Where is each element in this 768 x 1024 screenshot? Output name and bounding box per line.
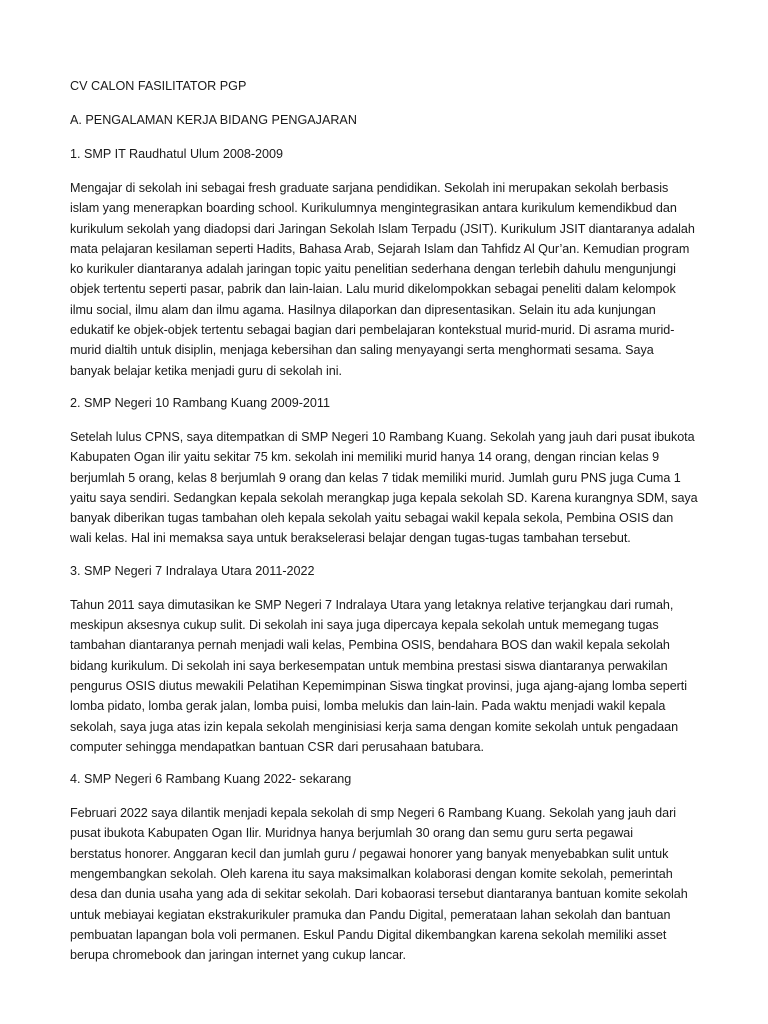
experience-entry	[70, 769, 694, 965]
document-page	[70, 76, 698, 978]
paragraph-line: bidang kurikulum. Di sekolah ini saya berkesempatan untuk membina prestasi siswa diantaranya perwakilan	[70, 658, 668, 673]
paragraph-line: ko kurikuler diantaranya adalah jaringan topic yaitu penelitian sederhana dengan terlebih dahulu mengunjungi	[70, 262, 676, 277]
paragraph-line: islam yang menerapkan boarding school. Kurikulumnya mengintegrasikan antara kurikulum kemendikbud dan	[70, 201, 677, 216]
paragraph-line: Kabupaten Ogan ilir yaitu sekitar 75 km. sekolah ini memiliki murid hanya 14 orang, dengan rincian kelas 9	[70, 450, 660, 465]
paragraph-line: Mengajar di sekolah ini sebagai fresh graduate sarjana pendidikan. Sekolah ini merupakan sekolah berbasis	[70, 181, 669, 195]
paragraph-line: pusat ibukota Kabupaten Ogan Ilir. Muridnya hanya berjumlah 30 orang dan semu guru serta pegawai	[70, 826, 633, 841]
paragraph-line: banyak diberikan tugas tambahan oleh kepala sekolah yaitu sebagai wakil kepala sekola, Pembina OSIS dan	[70, 511, 674, 526]
paragraph-line: Februari 2022 saya dilantik menjadi kepala sekolah di smp Negeri 6 Rambang Kuang. Sekolah yang jauh dari	[70, 806, 676, 821]
paragraph-line: lomba pidato, lomba gerak jalan, lomba puisi, lomba melukis dan lain-lain. Pada waktu menjadi wakil kepala	[70, 699, 666, 714]
experience-list	[70, 144, 698, 966]
paragraph-line: berjumlah 5 orang, kelas 8 berjumlah 9 orang dan kelas 7 tidak memiliki murid. Jumlah guru PNS juga Cuma 1	[70, 470, 681, 485]
experience-entry	[70, 144, 694, 381]
paragraph-line: wali kelas. Hal ini memaksa saya untuk berakselerasi belajar dengan tugas-tugas tambahan tersebut.	[70, 531, 631, 546]
experience-heading: 3. SMP Negeri 7 Indralaya Utara 2011-2022	[70, 563, 315, 578]
paragraph-line: meskipun aksesnya cukup sulit. Di sekolah ini saya juga dipercaya kepala sekolah untuk memegang tugas	[70, 618, 659, 633]
experience-entry	[70, 393, 698, 549]
paragraph-line: kurikulum sekolah yang diadopsi dari Jaringan Sekolah Islam Terpadu (JSIT). Kurikulum JSIT diantaranya adalah	[70, 221, 695, 236]
paragraph-line: computer sehingga mendapatkan bantuan CSR dari perusahaan batubara.	[70, 739, 484, 754]
paragraph-line: objek tertentu seperti pasar, pabrik dan lain-laian. Lalu murid dikelompokkan sebagai peneliti dalam kelompok	[70, 282, 676, 297]
paragraph-line: mengembangkan sekolah. Oleh karena itu saya maksimalkan kolaborasi dengan komite sekolah, pemerintah	[70, 867, 673, 882]
experience-heading: 2. SMP Negeri 10 Rambang Kuang 2009-2011	[70, 395, 330, 410]
paragraph-line: mata pelajaran kesilaman seperti Hadits, Bahasa Arab, Sejarah Islam dan Tahfidz Al Qur’an. Kemudian program	[70, 241, 690, 256]
document-title: CV CALON FASILITATOR PGP	[70, 79, 247, 93]
experience-paragraph	[70, 595, 694, 757]
paragraph-line: edukatif ke objek-objek tertentu sebagai bagian dari pembelajaran kontekstual murid-murid. Di asrama murid-	[70, 323, 675, 338]
paragraph-line: yaitu saya sendiri. Sedangkan kepala sekolah merangkap juga kepala sekolah SD. Karena kurangnya SDM, saya	[70, 490, 698, 505]
experience-paragraph	[70, 178, 694, 381]
paragraph-line: pembuatan lapangan bola voli permanen. Eskul Pandu Digital dikembangkan karena sekolah memiliki asset	[70, 927, 667, 942]
paragraph-line: pengurus OSIS diutus mewakili Pelatihan Kepemimpinan Siswa tingkat provinsi, juga ajang-ajang lomba seperti	[70, 678, 687, 693]
experience-heading: 1. SMP IT Raudhatul Ulum 2008-2009	[70, 147, 284, 161]
paragraph-line: murid dialtih untuk disiplin, menjaga kebersihan dan saling menyayangi serta menghormati sesama. Saya	[70, 343, 654, 358]
paragraph-line: banyak belajar ketika menjadi guru di sekolah ini.	[70, 363, 342, 378]
paragraph-line: untuk mebiayai kegiatan ekstrakurikuler pramuka dan Pandu Digital, pemerataan lahan sekolah dan bantuan	[70, 907, 671, 922]
paragraph-line: tambahan diantaranya pernah menjadi wali kelas, Pembina OSIS, bendahara BOS dan wakil kepala sekolah	[70, 638, 670, 653]
paragraph-line: sekolah, saya juga atas izin kepala sekolah menginisiasi kerja sama dengan komite sekolah untuk pengadaan	[70, 719, 679, 734]
paragraph-line: berupa chromebook dan jaringan internet yang cukup lancar.	[70, 948, 406, 963]
paragraph-line: desa dan dunia usaha yang ada di sekitar sekolah. Dari kobaorasi tersebut diantaranya bantuan komite sekolah	[70, 887, 688, 902]
paragraph-line: Tahun 2011 saya dimutasikan ke SMP Negeri 7 Indralaya Utara yang letaknya relative terjangkau dari rumah,	[70, 597, 674, 612]
paragraph-line: Setelah lulus CPNS, saya ditempatkan di SMP Negeri 10 Rambang Kuang. Sekolah yang jauh dari pusat ibukota	[70, 429, 695, 444]
experience-entry	[70, 561, 694, 757]
paragraph-line: berstatus honorer. Anggaran kecil dan jumlah guru / pegawai honorer yang banyak menyebabkan sulit untuk	[70, 846, 669, 861]
section-heading-a: A. PENGALAMAN KERJA BIDANG PENGAJARAN	[70, 113, 357, 127]
experience-heading: 4. SMP Negeri 6 Rambang Kuang 2022- sekarang	[70, 772, 352, 787]
experience-paragraph	[70, 427, 698, 549]
experience-paragraph	[70, 803, 694, 965]
paragraph-line: ilmu social, ilmu alam dan ilmu agama. Hasilnya dilaporkan dan dipresentasikan. Selain itu ada kunjungan	[70, 302, 656, 317]
